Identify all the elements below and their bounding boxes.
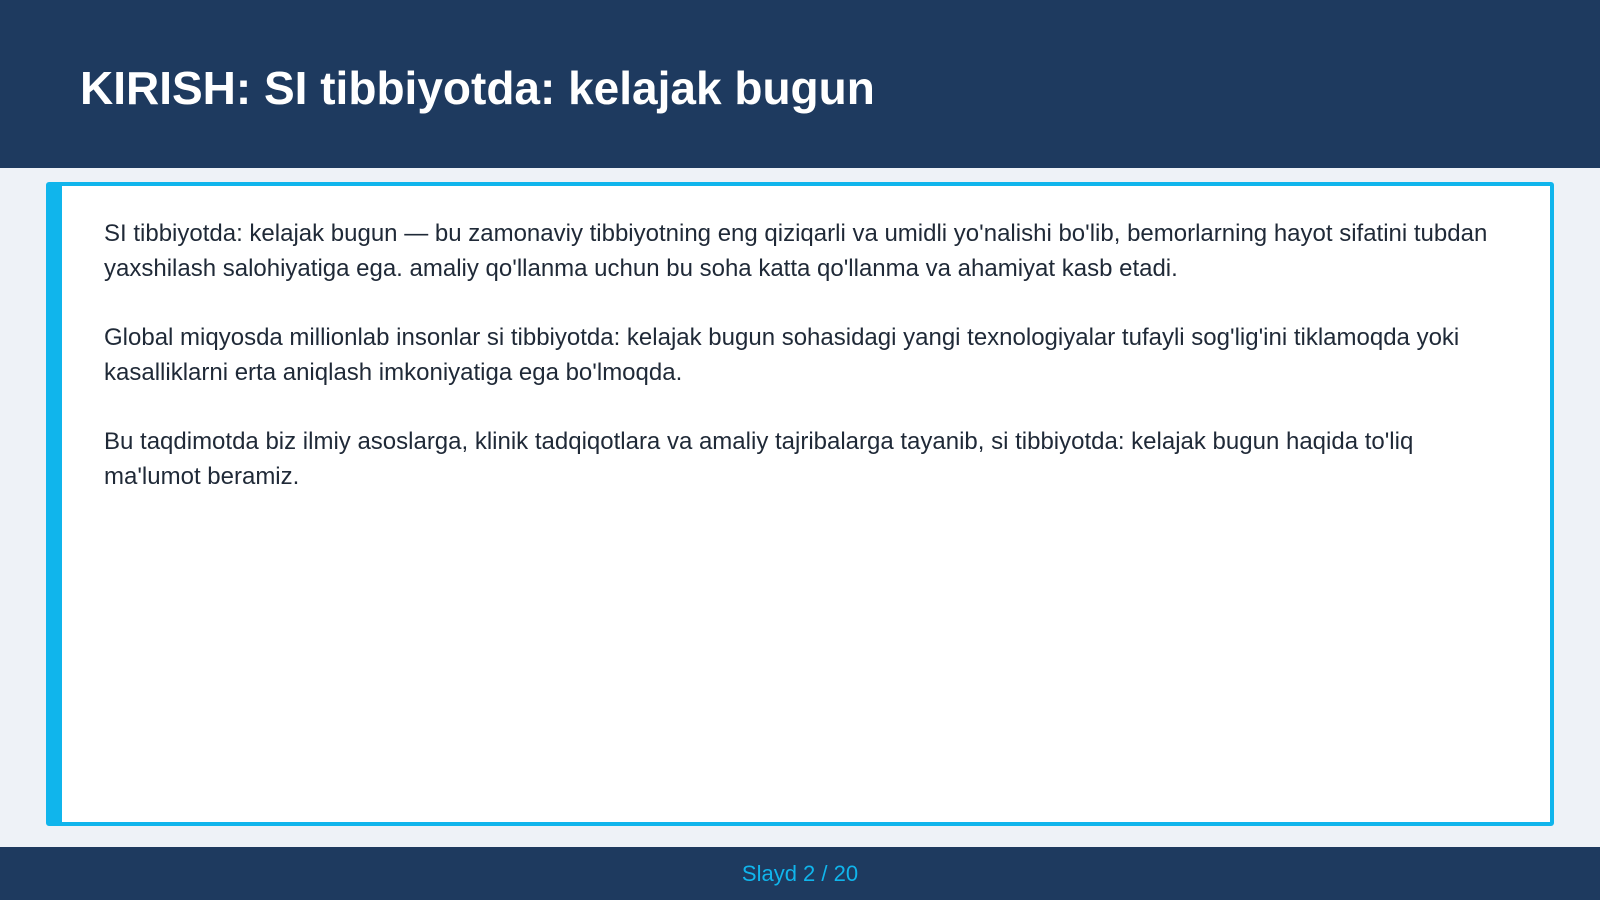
slide-header xyxy=(0,0,1600,168)
paragraph-presentation: Bu taqdimotda biz ilmiy asoslarga, klinik tadqiqotlara va amaliy tajribalarga tayanib, si tibbiyotda: kelajak bugun haqida to'liq ma'lumot beramiz. xyxy=(104,428,1414,490)
slide-title: KIRISH: SI tibbiyotda: kelajak bugun xyxy=(80,62,875,114)
content-card xyxy=(46,182,1554,826)
paragraph-global: Global miqyosda millionlab insonlar si tibbiyotda: kelajak bugun sohasidagi yangi texnologiyalar tufayli sog'lig'ini tiklamoqda yoki kasalliklarni erta aniqlash imkoniyatiga ega bo'lmoqda. xyxy=(104,324,1460,386)
paragraph-intro: SI tibbiyotda: kelajak bugun — bu zamonaviy tibbiyotning eng qiziqarli va umidli yo'nalishi bo'lib, bemorlarning hayot sifatini tubdan yaxshilash salohiyatiga ega. amaliy qo'llanma uchun bu soha katta qo'llanma va ahamiyat kasb etadi. xyxy=(104,220,1488,282)
content-body xyxy=(104,216,1504,528)
slide-footer xyxy=(0,847,1600,900)
slide-counter: Slayd 2 / 20 xyxy=(741,861,859,886)
